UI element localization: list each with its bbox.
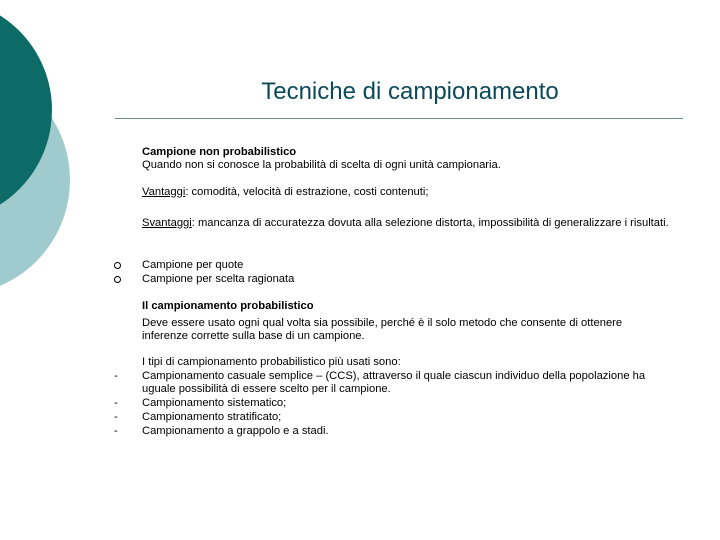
dash-bullet: - [114, 425, 118, 437]
list-item: Campionamento a grappolo e a stadi. [142, 425, 329, 437]
dash-bullet: - [114, 397, 118, 409]
section2-text: Deve essere usato ogni qual volta sia possibile, perché è il solo metodo che consente di ottenere inferenze corrette sulla base di un campione. [142, 317, 623, 342]
section1-heading: Campione non probabilistico [142, 146, 297, 158]
vantaggi-label: Vantaggi [142, 186, 186, 198]
vantaggi-text: : comodità, velocità di estrazione, costi contenuti; [185, 186, 429, 198]
svantaggi-text: : mancanza di accuratezza dovuta alla selezione distorta, impossibilità di generalizzare i risultati. [191, 217, 669, 229]
bullet-circle-1 [114, 259, 126, 273]
section1-text: Quando non si conosce la probabilità di scelta di ogni unità campionaria. [142, 159, 501, 171]
vantaggi-line [142, 186, 682, 199]
dash-bullet: - [114, 411, 118, 423]
dash-bullet: - [114, 370, 118, 382]
bullet-circle-2 [114, 273, 126, 287]
list-item: Campione per quote [142, 259, 244, 271]
section2-heading: Il campionamento probabilistico [142, 300, 314, 312]
svantaggi-label: Svantaggi [142, 217, 192, 229]
svantaggi-line [142, 217, 672, 230]
slide-title: Tecniche di campionamento [261, 78, 559, 105]
section2-intro: I tipi di campionamento probabilistico più usati sono: [142, 356, 401, 368]
list-item: Campionamento casuale semplice – (CCS), attraverso il quale ciascun individuo della popolazione ha uguale possibilità di essere scelto per il campione. [142, 370, 646, 395]
list-item: Campionamento stratificato; [142, 411, 282, 423]
list-item: Campione per scelta ragionata [142, 273, 295, 285]
bullet-circle-icon [114, 276, 121, 283]
bullet-circle-icon [114, 262, 121, 269]
list-item: Campionamento sistematico; [142, 397, 287, 409]
